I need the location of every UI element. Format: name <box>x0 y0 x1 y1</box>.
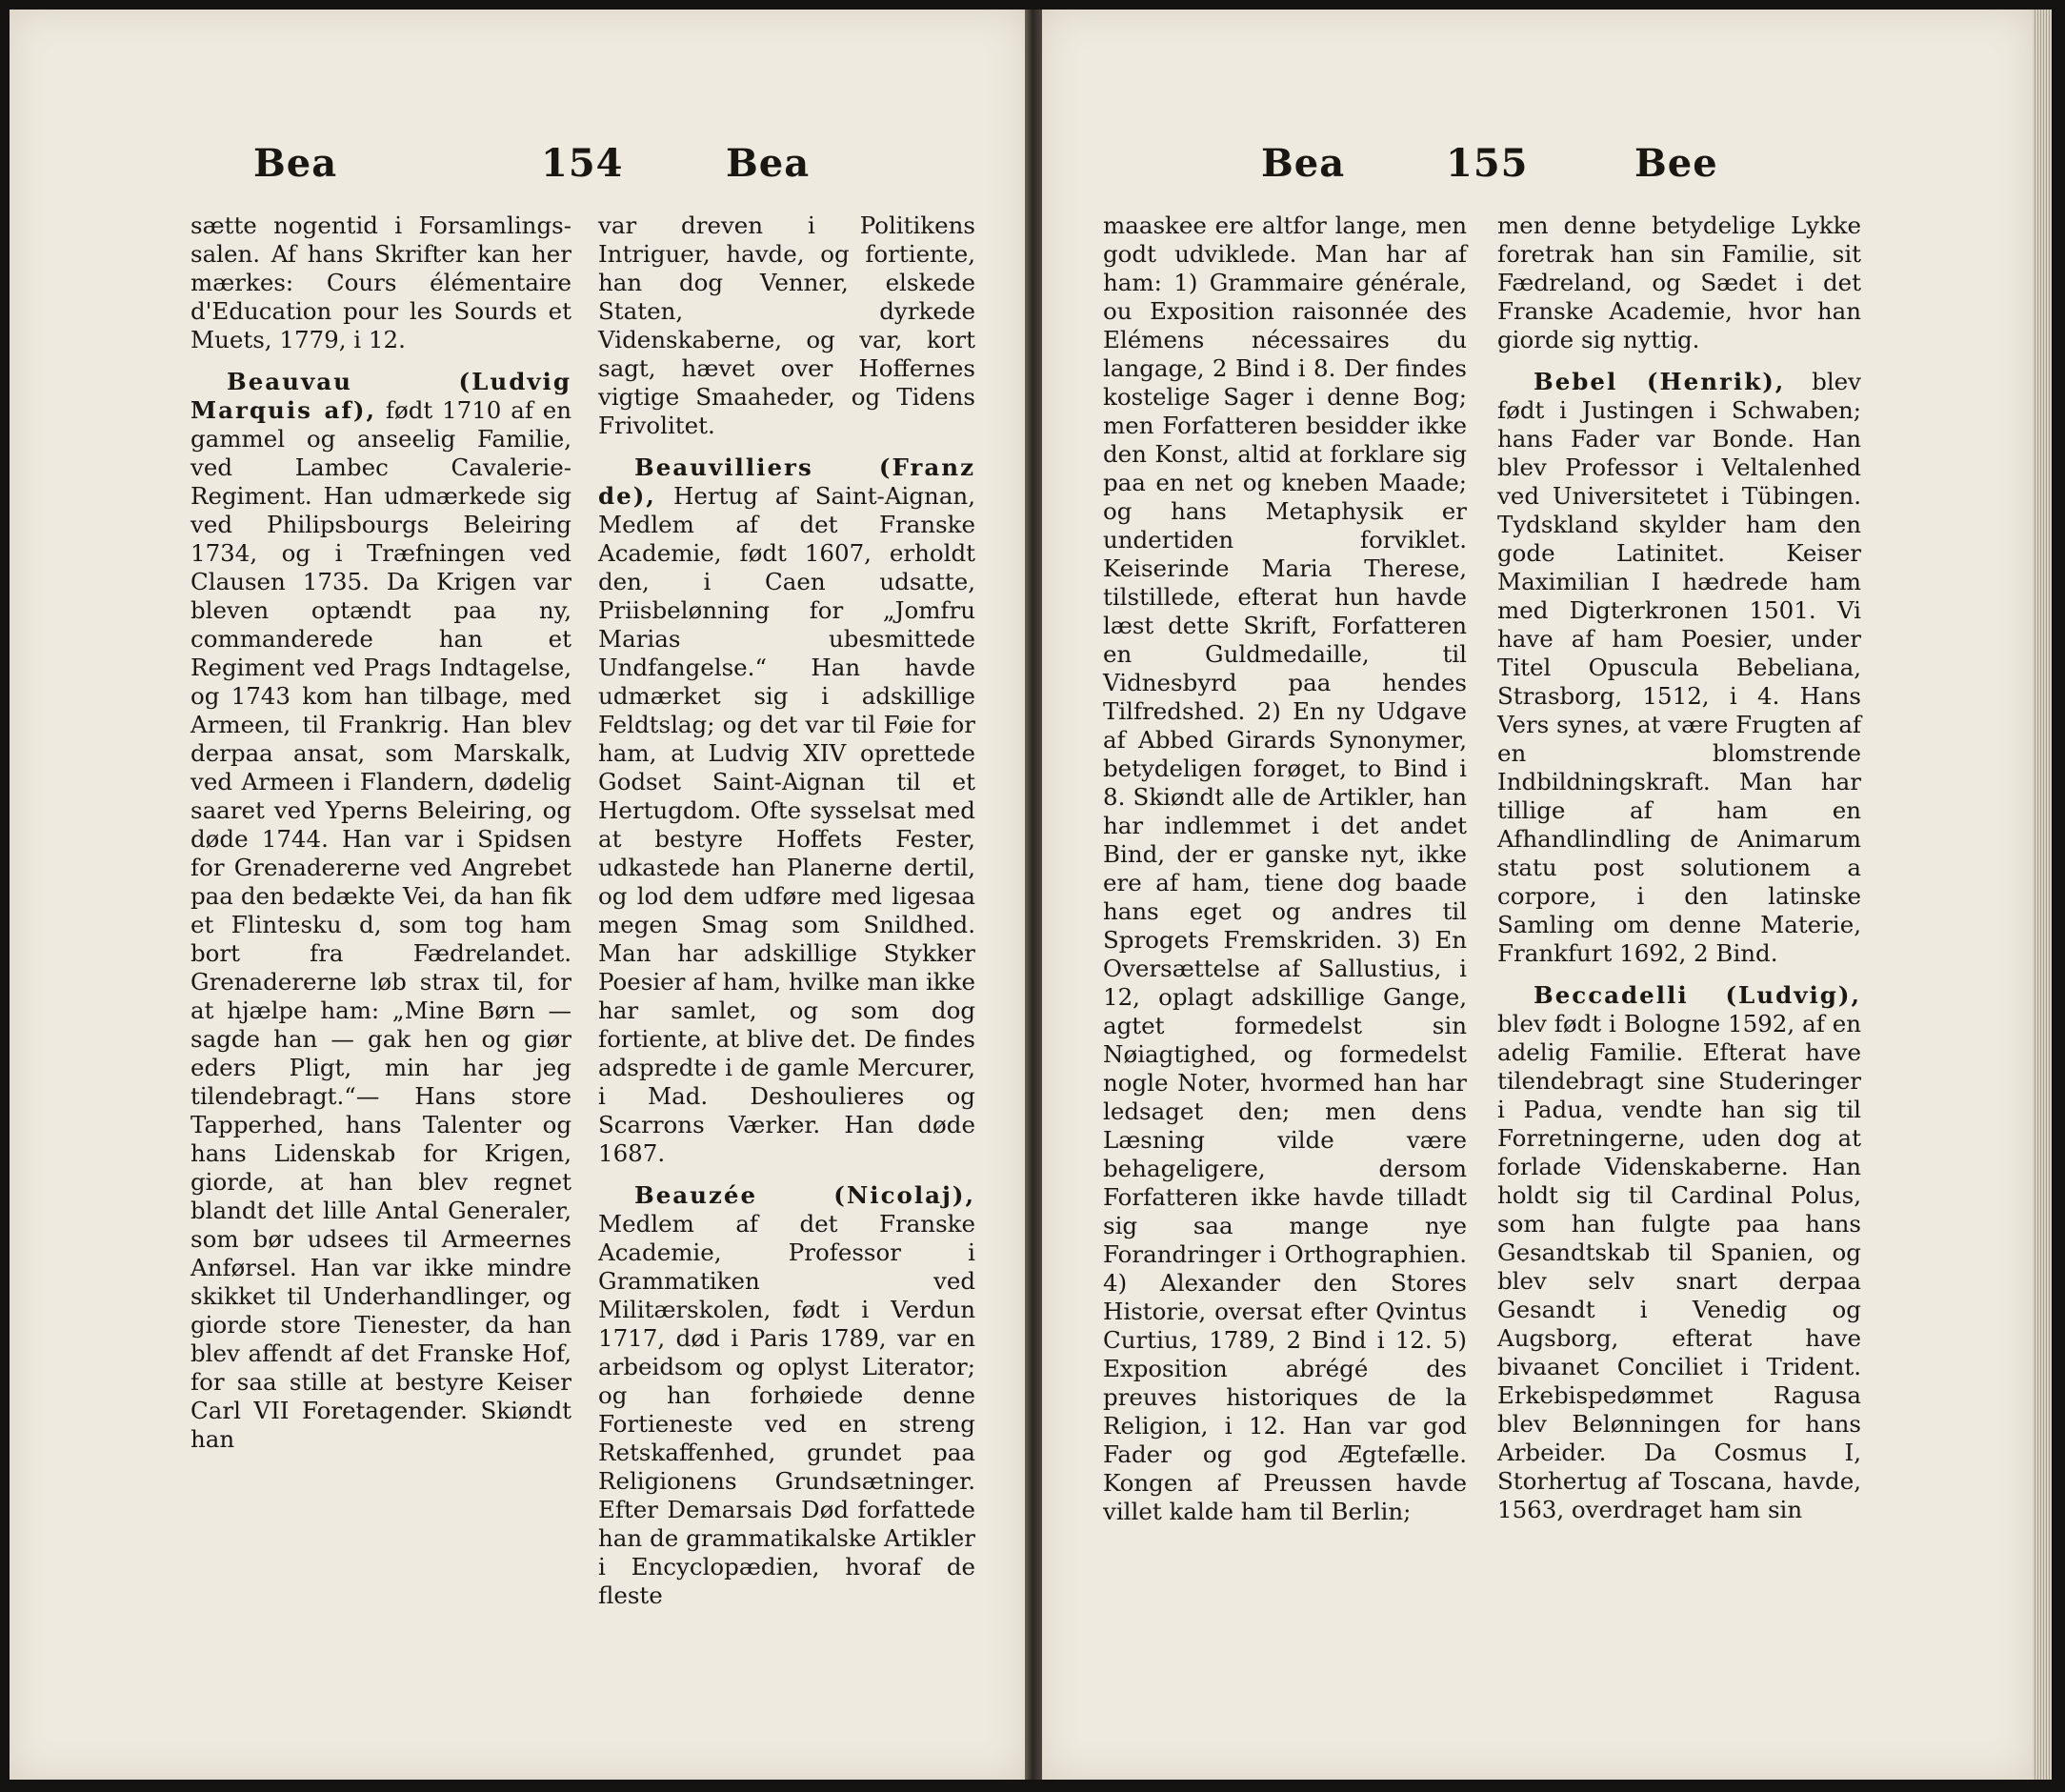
running-head-right: Bea <box>726 141 811 186</box>
right-page-column-1 <box>1103 211 1467 1526</box>
entry-text: Medlem af det Franske Academie, Professor i Grammatiken ved Militærskolen, født i Verdun 1717, død i Paris 1789, var en arbeidsom og oplyst Literator; og han forhøiede denne Fortieneste ved en streng Retskaffenhed, grundet paa Religionens Grundsætninger. Efter Demarsais Død forfattede han de grammatikalske Artikler i Encyclopædien, hvoraf de fleste <box>598 1210 975 1609</box>
paragraph: var dreven i Politikens Intriguer, havde, og fortiente, han dog Venner, elskede Staten, dyrkede Videnskaberne, og var, kort sagt, hævet over Hoffernes vigtige Smaaheder, og Tidens Frivolitet. <box>598 211 975 439</box>
page-edges <box>2033 10 2052 1780</box>
book-gutter <box>1025 10 1042 1780</box>
entry-text: født 1710 af en gammel og anseelig Familie, ved Lambec Cavalerie- Regiment. Han udmærkede sig ved Philipsbourgs Beleiring 1734, og i Træfningen ved Clausen 1735. Da Krigen var bleven optændt paa ny, commanderede han et Regiment ved Prags Indtagelse, og 1743 kom han tilbage, med Armeen, til Frankrig. Han blev derpaa ansat, som Marskalk, ved Armeen i Flandern, dødelig saaret ved Yperns Beleiring, og døde 1744. Han var i Spidsen for Grenadererne ved Angrebet paa den bedækte Vei, da han fik et Flintesku d, som tog ham bort fra Fædrelandet. Grenadererne løb strax til, for at hjælpe ham: „Mine Børn — sagde han — gak hen og giør eders Pligt, min har jeg tilendebragt.“— Hans store Tapperhed, hans Talenter og hans Lidenskab for Krigen, giorde, at han blev regnet blandt det lille Antal Generaler, som bør udsees til Armeernes Anførsel. Han var ikke mindre skikket til Underhandlinger, og giorde store Tienester, da han blev affendt af det Franske Hof, for saa stille at bestyre Keiser Carl VII Foretagender. Skiøndt han <box>190 396 571 1453</box>
entry-beauzee <box>598 1181 975 1610</box>
headword: Beauzée (Nicolaj), <box>634 1181 975 1209</box>
left-page-column-1 <box>190 211 571 1454</box>
entry-beauvilliers <box>598 453 975 1168</box>
right-page-column-2 <box>1497 211 1861 1524</box>
entry-beccadelli <box>1497 981 1861 1524</box>
paragraph: men denne betydelige Lykke foretrak han sin Familie, sit Fædreland, og Sædet i det Franske Academie, hvor han giorde sig nyttig. <box>1497 211 1861 353</box>
headword: Beccadelli (Ludvig), <box>1534 981 1861 1009</box>
left-page-column-2 <box>598 211 975 1610</box>
running-head-right: Bee <box>1634 141 1718 186</box>
headword: Beauvau (Ludvig Marquis af), <box>190 368 571 424</box>
headword: Bebel (Henrik), <box>1534 368 1786 395</box>
headword: Beauvilliers (Franz de), <box>598 453 975 510</box>
running-head-left: Bea <box>1261 141 1346 186</box>
right-page-header <box>1042 141 2033 208</box>
running-head-left: Bea <box>253 141 338 186</box>
entry-text: blev født i Justingen i Schwaben; hans Fader var Bonde. Han blev Professor i Veltalenhed ved Universitetet i Tübingen. Tydskland skylder ham den gode Latinitet. Keiser Maximilian I hædrede ham med Digterkronen 1501. Vi have af ham Poesier, under Titel Opuscula Bebeliana, Strasborg, 1512, i 4. Hans Vers synes, at være Frugten af en blomstrende Indbildningskraft. Man har tillige af ham en Afhandlindling de Animarum statu post solutionem a corpore, i den latinske Samling om denne Materie, Frankfurt 1692, 2 Bind. <box>1497 368 1861 967</box>
entry-text: Hertug af Saint-Aignan, Medlem af det Franske Academie, født 1607, erholdt den, i Caen udsatte, Priisbelønning for „Jomfru Marias ubesmittede Undfangelse.“ Han havde udmærket sig i adskillige Feldtslag; og det var til Føie for ham, at Ludvig XIV oprettede Godset Saint-Aignan til et Hertugdom. Ofte sysselsat med at bestyre Hoffets Fester, udkastede han Planerne dertil, og lod dem udføre med ligesaa megen Smag som Snildhed. Man har adskillige Stykker Poesier af ham, hvilke man ikke har samlet, og som dog fortiente, at blive det. De findes adspredte i de gamle Mercurer, i Mad. Deshoulieres og Scarrons Værker. Han døde 1687. <box>598 482 975 1167</box>
entry-bebel <box>1497 368 1861 968</box>
paragraph: sætte nogentid i Forsamlings- salen. Af hans Skrifter kan her mærkes: Cours élémentaire d'Education pour les Sourds et Muets, 1779, i 12. <box>190 211 571 353</box>
left-page <box>10 10 1025 1780</box>
entry-text: blev født i Bologne 1592, af en adelig Familie. Efterat have tilendebragt sine Studeringer i Padua, vendte han sig til Forretningerne, uden dog at forlade Videnskaberne. Han holdt sig til Cardinal Polus, som han fulgte paa hans Gesandtskab til Spanien, og blev selv snart derpaa Gesandt i Venedig og Augsborg, efterat have bivaanet Conciliet i Trident. Erkebispedømmet Ragusa blev Belønningen for hans Arbeider. Da Cosmus I, Storhertug af Toscana, havde, 1563, overdraget ham sin <box>1497 1010 1861 1523</box>
left-page-header <box>10 141 1025 208</box>
page-number: 155 <box>1446 141 1529 186</box>
paragraph: maaskee ere altfor lange, men godt udviklede. Man har af ham: 1) Grammaire générale, ou Exposition raisonnée des Elémens nécessaires du langage, 2 Bind i 8. Der findes kostelige Sager i denne Bog; men Forfatteren besidder ikke den Konst, altid at forklare sig paa en net og kneben Maade; og hans Metaphysik er undertiden forviklet. Keiserinde Maria Therese, tilstillede, efterat hun havde læst dette Skrift, Forfatteren en Guldmedaille, til Vidnesbyrd paa hendes Tilfredshed. 2) En ny Udgave af Abbed Girards Synonymer, betydeligen forøget, to Bind i 8. Skiøndt alle de Artikler, han har indlemmet i det andet Bind, der er ganske nyt, ikke ere af ham, tiene dog baade hans eget og andres til Sprogets Fremskriden. 3) En Oversættelse af Sallustius, i 12, oplagt adskillige Gange, agtet formedelst sin Nøiagtighed, og formedelst nogle Noter, hvormed han har ledsaget den; men dens Læsning vilde være behageligere, dersom Forfatteren ikke havde tilladt sig saa mange nye Forandringer i Orthographien. 4) Alexander den Stores Historie, oversat efter Qvintus Curtius, 1789, 2 Bind i 12. 5) Exposition abrégé des preuves historiques de la Religion, i 12. Han var god Fader og god Ægtefælle. Kongen af Preussen havde villet kalde ham til Berlin; <box>1103 211 1467 1525</box>
page-number: 154 <box>541 141 624 186</box>
entry-beauvau <box>190 368 571 1454</box>
right-page <box>1042 10 2033 1780</box>
